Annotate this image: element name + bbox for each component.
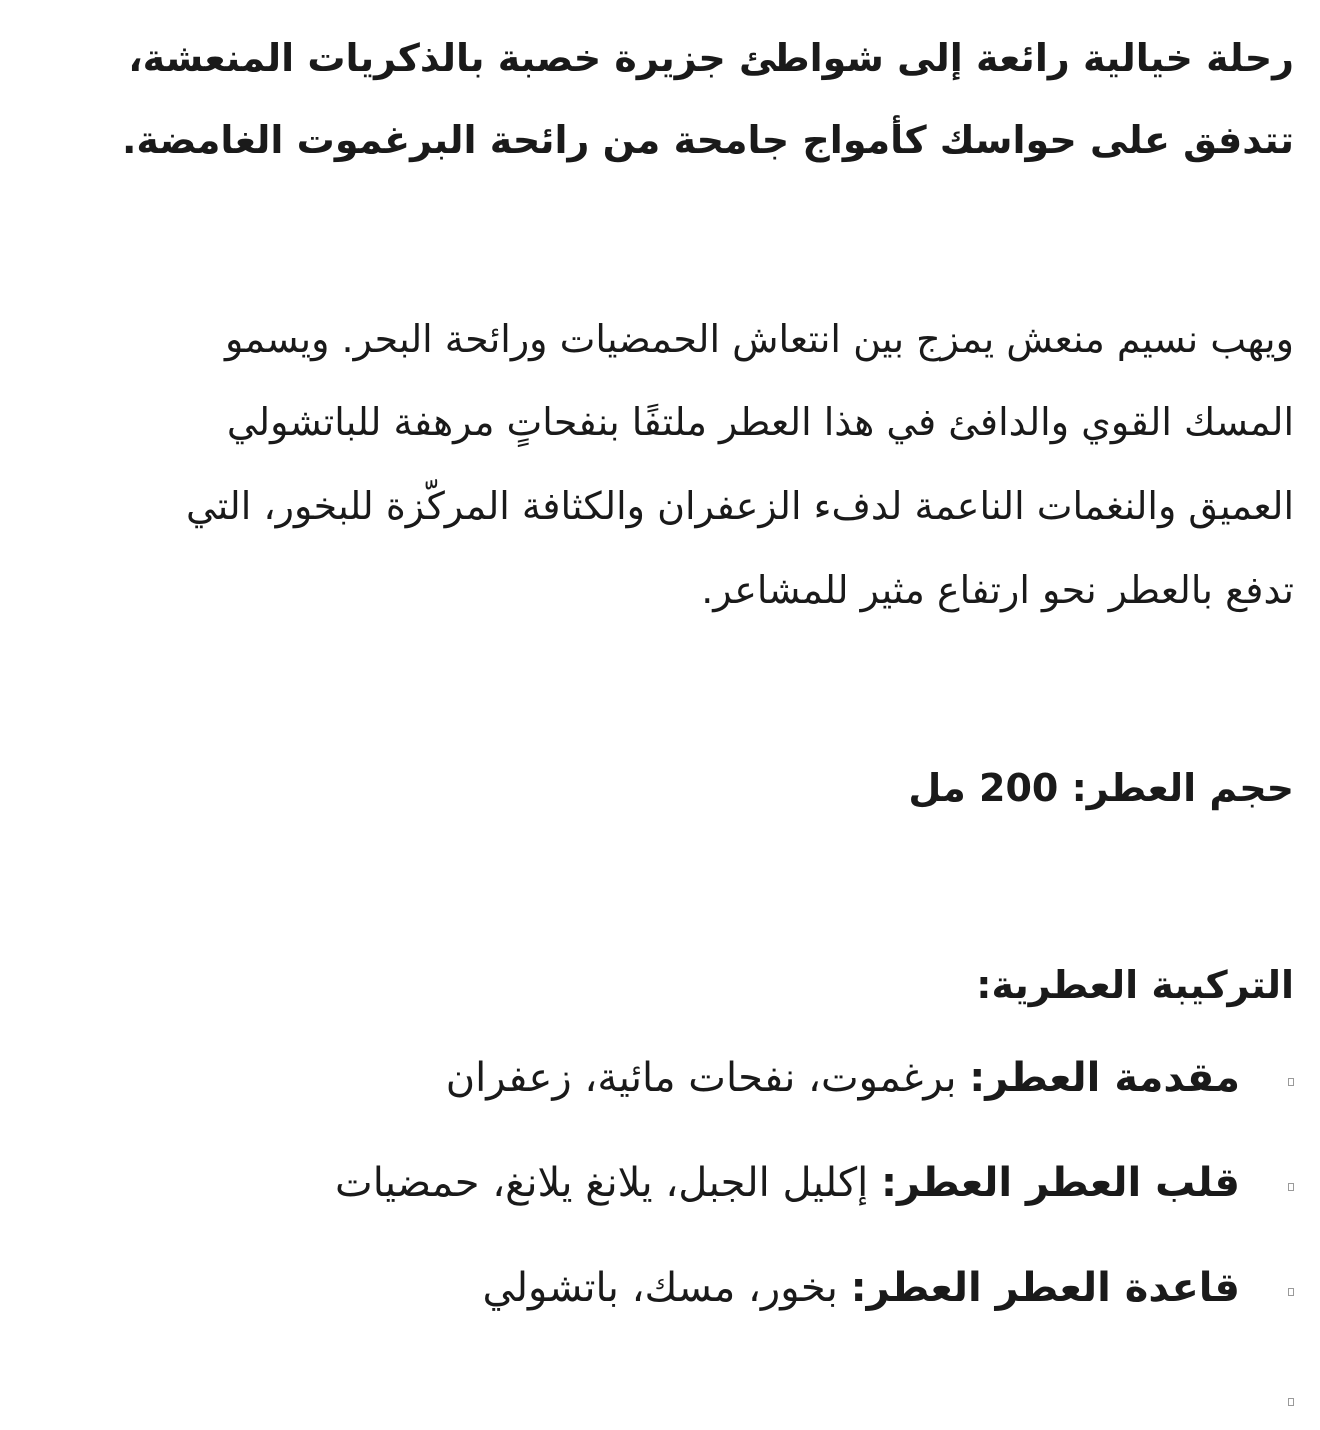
note-value: برغموت، نفحات مائية، زعفران xyxy=(445,1055,970,1101)
note-text xyxy=(446,1048,1240,1108)
note-label: قلب العطر العطر: xyxy=(880,1160,1240,1206)
composition-heading: التركيبة العطرية: xyxy=(976,963,1294,1007)
note-label: قاعدة العطر العطر: xyxy=(850,1265,1240,1311)
note-label: مقدمة العطر: xyxy=(969,1055,1240,1101)
empty-bullet-icon xyxy=(1288,1398,1294,1406)
bullet-icon xyxy=(1288,1078,1294,1086)
description-line-4: تدفع بالعطر نحو ارتفاع مثير للمشاعر. xyxy=(701,568,1294,612)
description-line-1: ويهب نسيم منعش يمزج بين انتعاش الحمضيات ورائحة البحر. ويسمو xyxy=(225,317,1294,361)
perfume-size: حجم العطر: 200 مل xyxy=(908,766,1294,810)
intro-line-1: رحلة خيالية رائعة إلى شواطئ جزيرة خصبة بالذكريات المنعشة، xyxy=(128,36,1294,80)
note-text xyxy=(335,1153,1240,1213)
bullet-icon xyxy=(1288,1288,1294,1296)
intro-line-2: تتدفق على حواسك كأمواج جامحة من رائحة البرغموت الغامضة. xyxy=(121,118,1294,162)
note-value: إكليل الجبل، يلانغ يلانغ، حمضيات xyxy=(335,1160,881,1206)
note-value: بخور، مسك، باتشولي xyxy=(482,1265,851,1311)
note-text xyxy=(483,1258,1240,1318)
note-item-top xyxy=(24,1048,1294,1108)
bullet-icon xyxy=(1288,1183,1294,1191)
description-line-3: العميق والنغمات الناعمة لدفء الزعفران والكثافة المركّزة للبخور، التي xyxy=(185,484,1294,528)
note-item-heart xyxy=(24,1153,1294,1213)
note-item-base xyxy=(24,1258,1294,1318)
description-line-2: المسك القوي والدافئ في هذا العطر ملتفًا بنفحاتٍ مرهفة للباتشولي xyxy=(226,400,1294,444)
